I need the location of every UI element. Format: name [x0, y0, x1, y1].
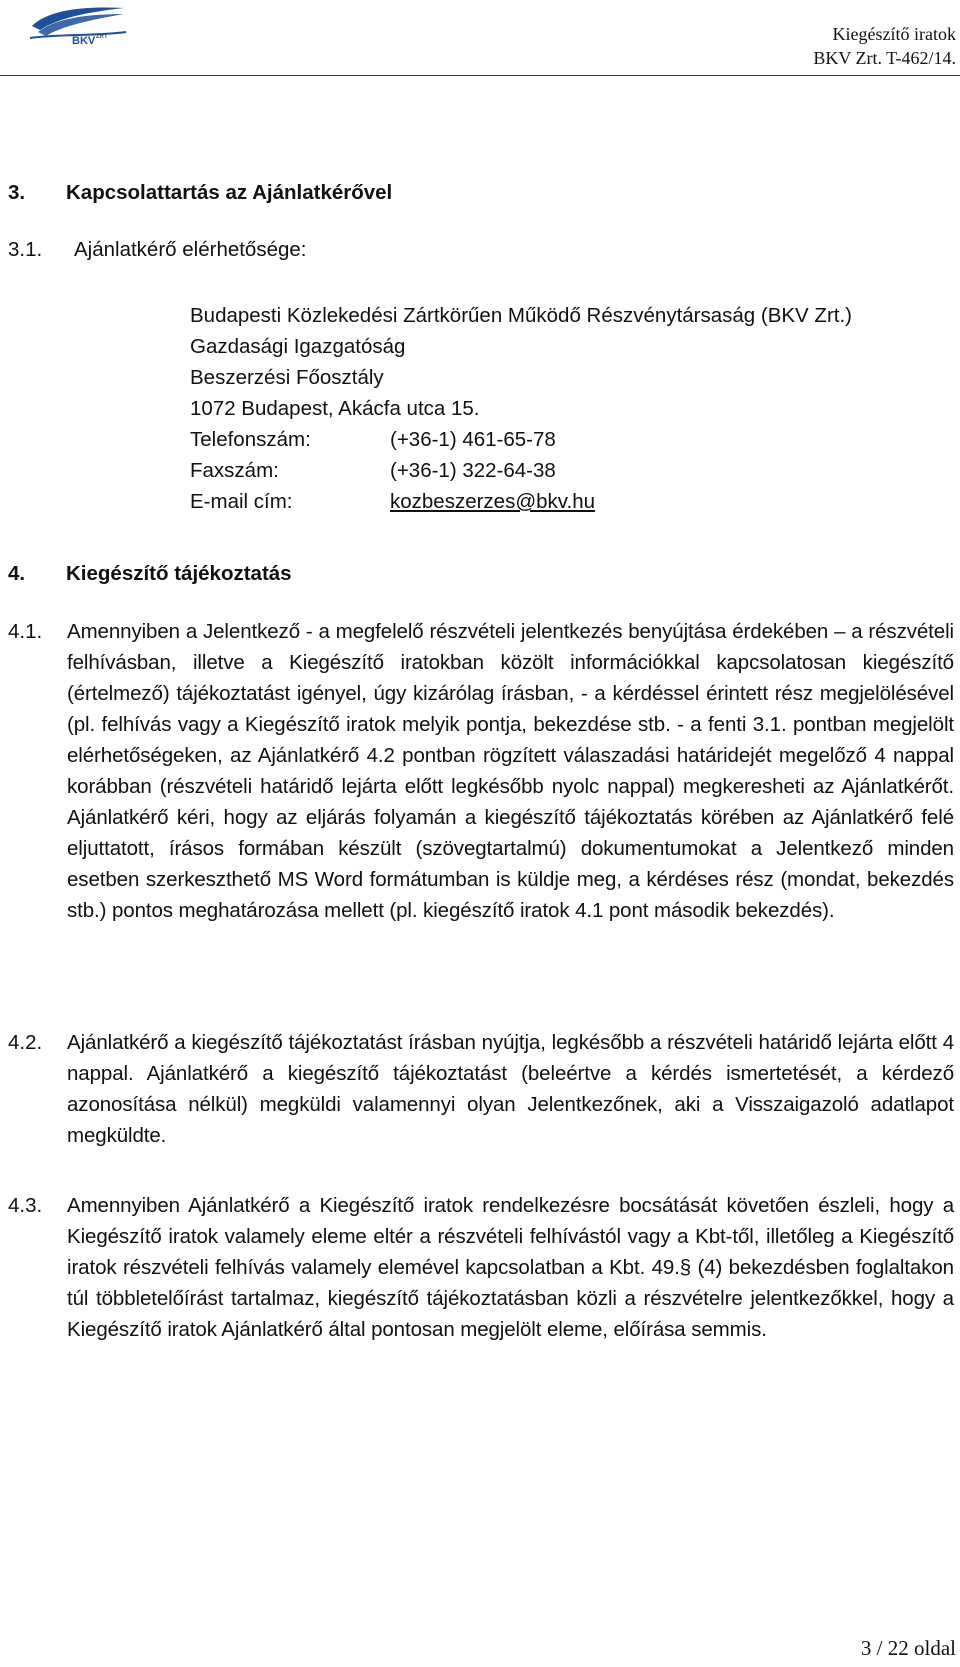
contact-phone-label: Telefonszám: [190, 428, 311, 451]
page-number: 3 / 22 oldal [860, 1636, 956, 1660]
header-doc-title: Kiegészítő iratok [832, 24, 956, 44]
bkv-logo-icon [28, 4, 128, 46]
section-4-title: Kiegészítő tájékoztatás [66, 562, 292, 585]
header-doc-ref: BKV Zrt. T-462/14. [813, 48, 956, 68]
section-3-title: Kapcsolattartás az Ajánlatkérővel [66, 181, 393, 204]
section-3-1-number: 3.1. [8, 238, 43, 261]
contact-fax-label: Faxszám: [190, 459, 279, 482]
contact-phone-row [190, 424, 852, 455]
section-3-1-heading [8, 238, 307, 262]
paragraph-4-3-text: Amennyiben Ajánlatkérő a Kiegészítő iratok rendelkezésre bocsátását követően észleli, hogy a Kiegészítő iratok valamely eleme eltér a részvételi felhívástól vagy a Kbt-től, illetőleg a Kiegészítő iratok részvételi felhívás valamely elemével kapcsolatban a Kbt. 49.§ (4) bekezdésben foglaltakon túl többletelőírást tartalmaz, kiegészítő tájékoztatásban közli a részvételre jelentkezőkkel, hogy a Kiegészítő iratok Ajánlatkérő által pontosan megjelölt eleme, előírása semmis. [67, 1194, 954, 1341]
paragraph-4-2-number: 4.2. [8, 1031, 43, 1054]
contact-fax-value: (+36-1) 322-64-38 [390, 459, 556, 482]
paragraph-4-2-text: Ajánlatkérő a kiegészítő tájékoztatást írásban nyújtja, legkésőbb a részvételi határidő lejárta előtt 4 nappal. Ajánlatkérő a kiegészítő tájékoztatást (beleértve a kérdés ismertetését, a kérdező azonosítása nélkül) megküldi valamennyi olyan Jelentkezőnek, aki a Visszaigazoló adatlapot megküldte. [67, 1031, 954, 1147]
contact-address: 1072 Budapest, Akácfa utca 15. [190, 397, 480, 420]
contact-dept-1: Gazdasági Igazgatóság [190, 335, 406, 358]
contact-block [190, 300, 852, 517]
section-3-heading [8, 181, 393, 205]
svg-text:ZRT: ZRT [96, 34, 108, 40]
paragraph-4-1-number: 4.1. [8, 620, 43, 643]
paragraph-4-1-text: Amennyiben a Jelentkező - a megfelelő részvételi jelentkezés benyújtása érdekében – a részvételi felhívásban, illetve a Kiegészítő iratokban közölt információkkal kapcsolatosan kiegészítő (értelmező) tájékoztatást igényel, úgy kizárólag írásban, - a kérdéssel érintett rész megjelölésével (pl. felhívás vagy a Kiegészítő iratok melyik pontja, bekezdése stb. - a fenti 3.1. pontban megjelölt elérhetőségeken, az Ajánlatkérő 4.2 pontban rögzített válaszadási határidejét megelőző 4 nappal korábban (részvételi határidő lejárta előtt legkésőbb nyolc nappal) megkeresheti az Ajánlatkérőt. Ajánlatkérő kéri, hogy az eljárás folyamán a kiegészítő tájékoztatás körében az Ajánlatkérő felé eljuttatott, írásos formában készült (szövegtartalmú) dokumentumokat a Jelentkező minden esetben szerkeszthető MS Word formátumban is küldje meg, a kérdéses rész (mondat, bekezdés stb.) pontos meghatározása mellett (pl. kiegészítő iratok 4.1 pont második bekezdés). [67, 620, 954, 922]
paragraph-4-3 [8, 1190, 954, 1345]
svg-text:BKV: BKV [72, 35, 96, 46]
contact-dept-2: Beszerzési Főosztály [190, 366, 384, 389]
contact-phone-value: (+36-1) 461-65-78 [390, 428, 556, 451]
section-3-1-title: Ajánlatkérő elérhetősége: [74, 238, 307, 261]
paragraph-4-3-number: 4.3. [8, 1194, 43, 1217]
contact-email-label: E-mail cím: [190, 490, 293, 513]
section-4-heading [8, 562, 292, 586]
section-4-number: 4. [8, 562, 26, 585]
contact-email-link[interactable]: kozbeszerzes@bkv.hu [390, 490, 596, 513]
paragraph-4-2 [8, 1027, 954, 1151]
page-header [0, 0, 960, 80]
header-doc-info [813, 22, 956, 70]
contact-fax-row [190, 455, 852, 486]
contact-org: Budapesti Közlekedési Zártkörűen Működő Részvénytársaság (BKV Zrt.) [190, 304, 852, 327]
section-3-number: 3. [8, 181, 26, 204]
paragraph-4-1 [8, 616, 954, 926]
header-divider [0, 75, 960, 76]
contact-email-row [190, 486, 852, 517]
